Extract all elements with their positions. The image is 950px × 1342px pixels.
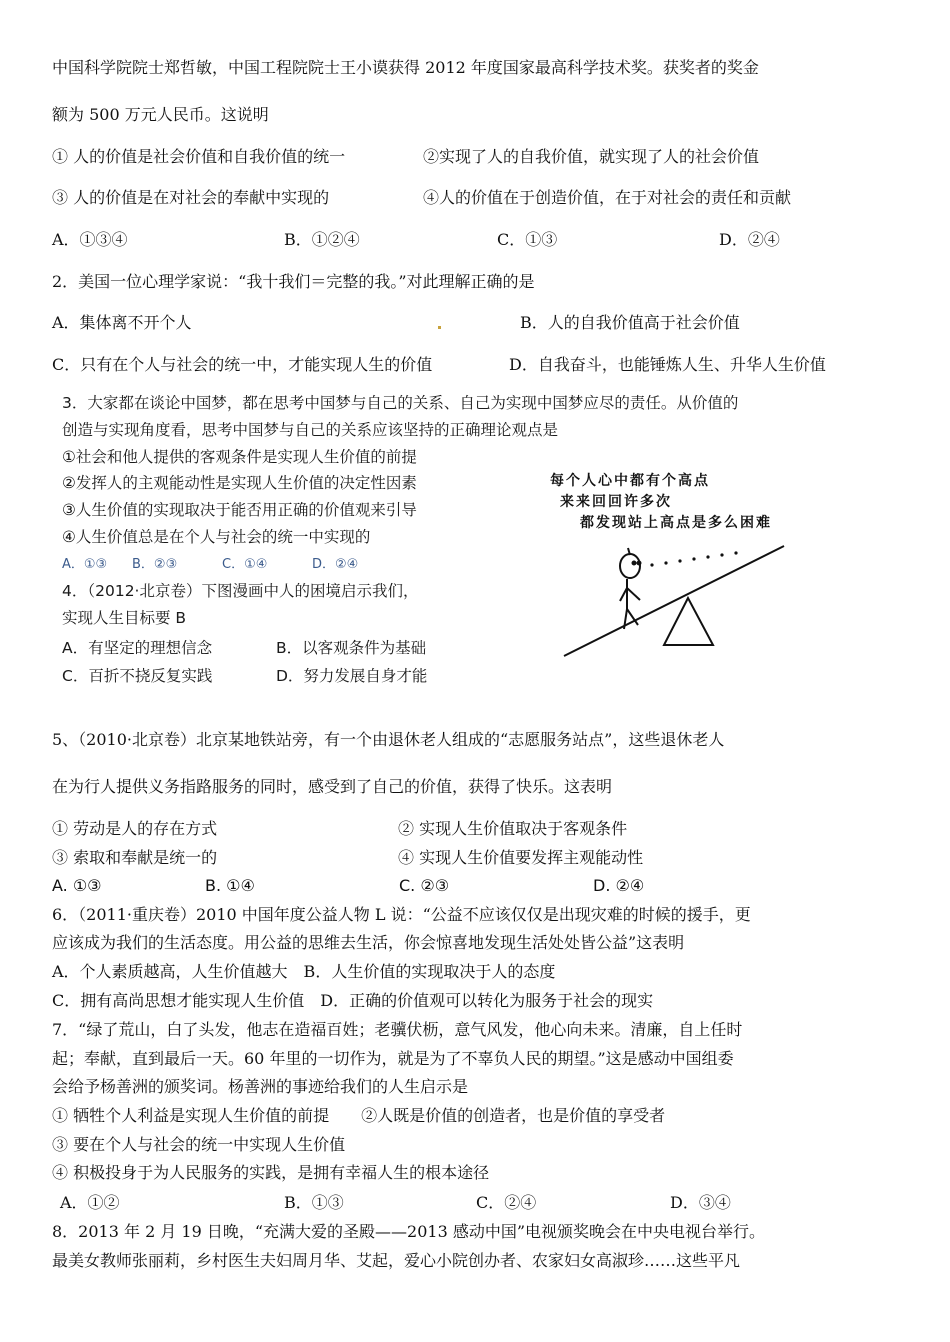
q3-option-2: ②发挥人的主观能动性是实现人生价值的决定性因素 [62,474,417,492]
q2-choice-a: A．集体离不开个人 [52,313,192,332]
q2-choice-d: D．自我奋斗，也能锤炼人生、升华人生价值 [509,355,826,374]
q3-option-3: ③人生价值的实现取决于能否用正确的价值观来引导 [62,501,417,519]
q5-choice-c: C. ②③ [399,876,450,895]
q1-choice-a: A．①③④ [52,230,128,249]
q5-choice-b: B. ①④ [205,876,255,895]
q3-stem-line2: 创造与实现角度看，思考中国梦与自己的关系应该坚持的正确理论观点是 [62,421,559,439]
q1-option-2: ②实现了人的自我价值，就实现了人的社会价值 [423,147,760,166]
gaze-dots [650,551,737,566]
q7-stem-line2: 起；奉献，直到最后一天。60 年里的一切作为，就是为了不辜负人民的期望。”这是感动中国组委 [52,1049,734,1068]
q6-choices-cd: C．拥有高尚思想才能实现人生价值 D．正确的价值观可以转化为服务于社会的现实 [52,991,654,1010]
q3-stem-line1: 3．大家都在谈论中国梦，都在思考中国梦与自己的关系、自己为实现中国梦应尽的责任。从价值的 [62,394,739,412]
q6-choices-ab: A．个人素质越高，人生价值越大 B．人生价值的实现取决于人的态度 [52,962,556,981]
q5-stem-line2: 在为行人提供义务指路服务的同时，感受到了自己的价值，获得了快乐。这表明 [52,777,613,796]
q7-choice-d: D．③④ [670,1193,731,1212]
seesaw-plank [564,546,784,656]
q1-stem-line1: 中国科学院院士郑哲敏，中国工程院院士王小谟获得 2012 年度国家最高科学技术奖。获奖者的奖金 [52,58,759,77]
q2-choice-b: B．人的自我价值高于社会价值 [520,313,740,332]
cartoon-caption-line3: 都发现站上高点是多么困难 [580,515,772,531]
q1-option-3: ③ 人的价值是在对社会的奉献中实现的 [52,188,330,207]
q1-choice-c: C．①③ [497,230,558,249]
q3-choice-d: D．②④ [312,557,359,572]
q5-choice-d: D. ②④ [593,876,645,895]
stick-figure [620,548,641,629]
q7-option-4: ④ 积极投身于为人民服务的实践，是拥有幸福人生的根本途径 [52,1163,490,1182]
q3-choice-b: B．②③ [132,557,178,572]
embedded-scan-figure [52,388,902,693]
q5-option-1: ① 劳动是人的存在方式 [52,819,218,838]
q4-stem-line2: 实现人生目标要 B [62,609,187,627]
q5-option-2: ② 实现人生价值取决于客观条件 [398,819,628,838]
q4-stem-line1: 4．（2012·北京卷）下图漫画中人的困境启示我们， [62,582,419,600]
q7-stem-line3: 会给予杨善洲的颁奖词。杨善洲的事迹给我们的人生启示是 [52,1077,469,1096]
q7-stem-line1: 7．“绿了荒山，白了头发，他志在造福百姓；老骥伏枥，意气风发，他心向未来。清廉，自上任时 [52,1020,743,1039]
q8-stem-line2: 最美女教师张丽莉，乡村医生夫妇周月华、艾起，爱心小院创办者、农家妇女高淑珍……这些平凡 [52,1251,741,1270]
q4-choice-a: A．有坚定的理想信念 [62,639,213,657]
q5-option-3: ③ 索取和奉献是统一的 [52,848,218,867]
q1-option-4: ④人的价值在于创造价值，在于对社会的责任和贡献 [423,188,792,207]
q3-choice-a: A．①③ [62,557,108,572]
seesaw-cartoon [552,533,852,663]
q2-choice-c: C．只有在个人与社会的统一中，才能实现人生的价值 [52,355,433,374]
q1-choice-d: D．②④ [719,230,780,249]
q7-choice-a: A．①② [60,1193,120,1212]
q4-choice-d: D．努力发展自身才能 [276,667,428,685]
q5-stem-line1: 5、（2010·北京卷）北京某地铁站旁，有一个由退休老人组成的“志愿服务站点”，这些退休老人 [52,730,725,749]
q1-stem-line2: 额为 500 万元人民币。这说明 [52,105,269,124]
cartoon-caption-line1: 每个人心中都有个高点 [550,473,710,489]
q3-choice-c: C．①④ [222,557,268,572]
q7-options-12: ① 牺牲个人利益是实现人生价值的前提 ②人既是价值的创造者，也是价值的享受者 [52,1106,666,1125]
stray-dot [438,326,441,329]
q6-stem-line1: 6．（2011·重庆卷）2010 中国年度公益人物 L 说：“公益不应该仅仅是出现灾难的时候的援手，更 [52,905,751,924]
q2-stem: 2．美国一位心理学家说：“我十我们＝完整的我。”对此理解正确的是 [52,272,535,291]
q1-option-1: ① 人的价值是社会价值和自我价值的统一 [52,147,346,166]
q7-choice-b: B．①③ [284,1193,344,1212]
q5-choice-a: A. ①③ [52,876,102,895]
cartoon-caption-line2: 来来回回许多次 [560,494,672,510]
q1-choice-b: B．①②④ [284,230,360,249]
q3-option-4: ④人生价值总是在个人与社会的统一中实现的 [62,528,371,546]
q5-option-4: ④ 实现人生价值要发挥主观能动性 [398,848,644,867]
q7-option-3: ③ 要在个人与社会的统一中实现人生价值 [52,1135,346,1154]
q6-stem-line2: 应该成为我们的生活态度。用公益的思维去生活，你会惊喜地发现生活处处皆公益”这表明 [52,933,685,952]
q4-choice-c: C．百折不挠反复实践 [62,667,213,685]
q4-choice-b: B．以客观条件为基础 [276,639,427,657]
q8-stem-line1: 8．2013 年 2 月 19 日晚，“充满大爱的圣殿——2013 感动中国”电视颁奖晚会在中央电视台举行。 [52,1222,766,1241]
seesaw-fulcrum [664,598,713,645]
q3-option-1: ①社会和他人提供的客观条件是实现人生价值的前提 [62,448,417,466]
q7-choice-c: C．②④ [476,1193,537,1212]
